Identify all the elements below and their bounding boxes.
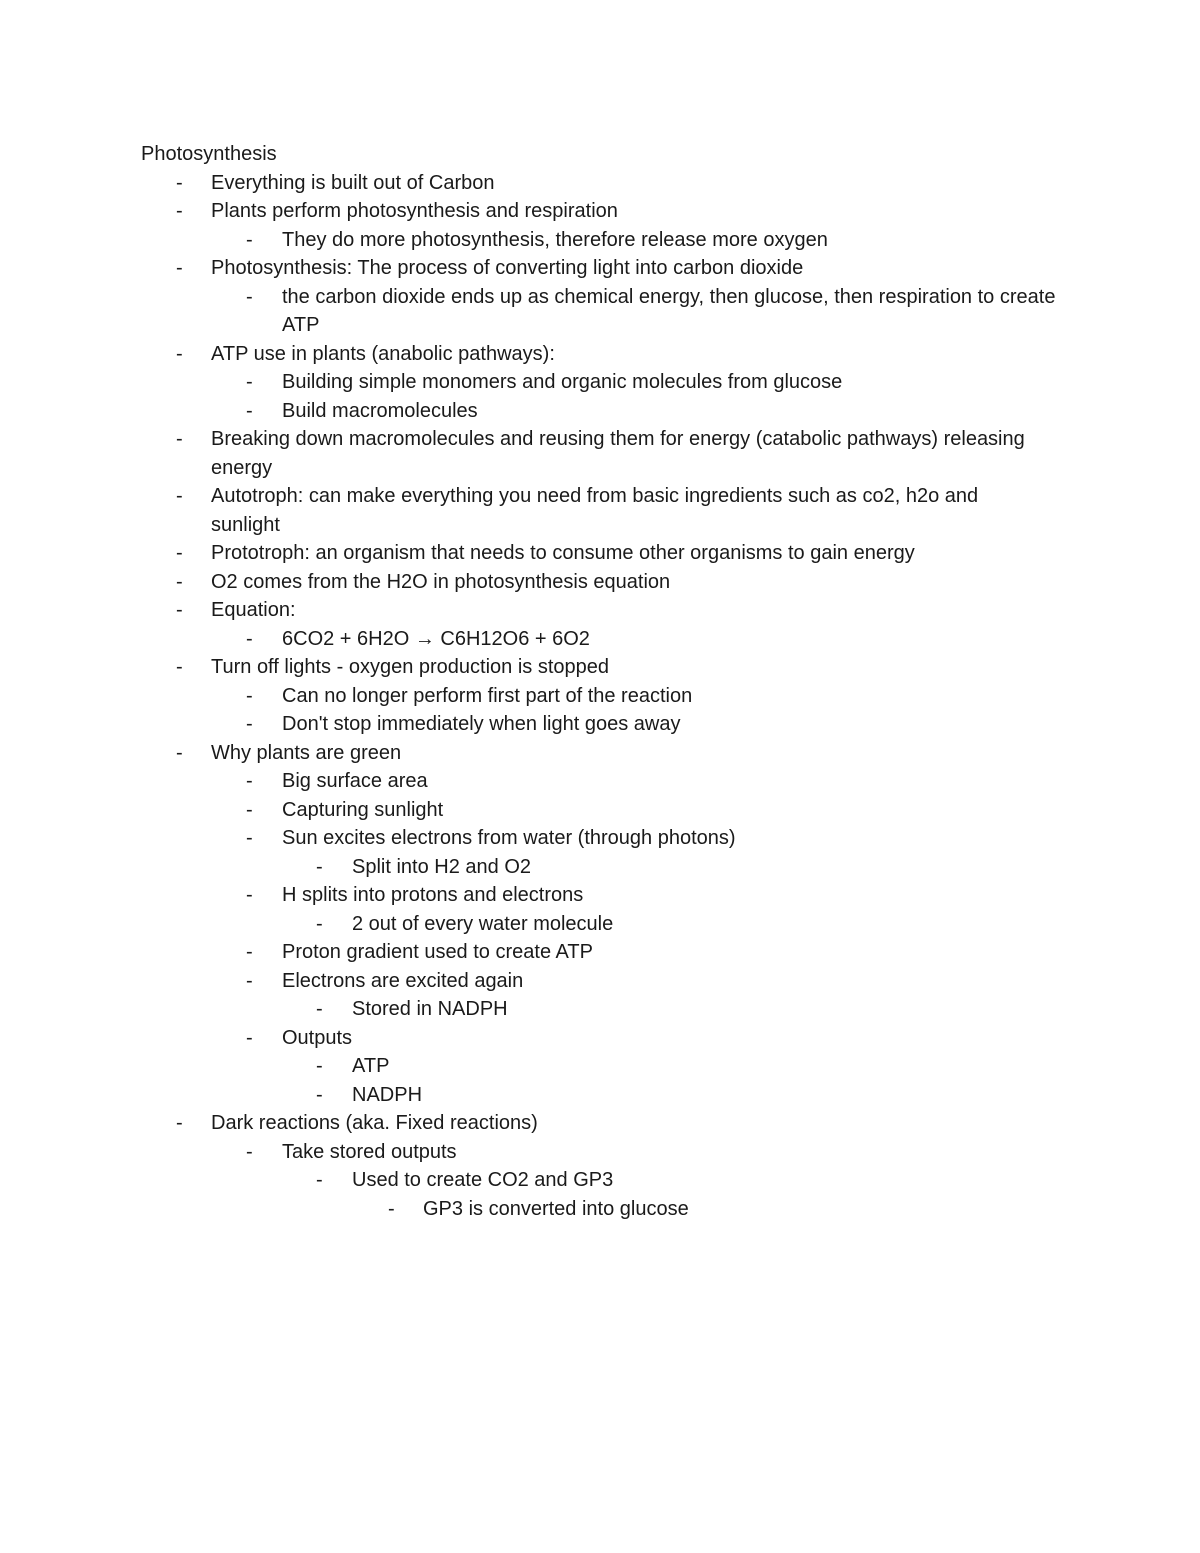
bullet-dash: - xyxy=(246,713,253,735)
list-item xyxy=(0,1081,1072,1110)
list-item-text: Everything is built out of Carbon xyxy=(211,171,495,194)
list-item-text: They do more photosynthesis, therefore release more oxygen xyxy=(282,228,828,251)
list-item xyxy=(0,539,1051,568)
bullet-dash: - xyxy=(246,827,253,849)
list-item xyxy=(0,226,1072,255)
list-item xyxy=(0,796,1072,825)
bullet-dash: - xyxy=(316,912,323,935)
list-item-text: Take stored outputs xyxy=(282,1140,457,1163)
list-item xyxy=(0,482,1051,539)
bullet-dash: - xyxy=(176,171,183,194)
list-item-text: 6CO2 + 6H2O → C6H12O6 + 6O2 xyxy=(282,627,590,650)
list-item xyxy=(0,625,1072,654)
list-item-text: Proton gradient used to create ATP xyxy=(282,941,593,963)
list-item-text: Outputs xyxy=(282,1026,353,1049)
list-item xyxy=(0,1109,1051,1138)
bullet-dash: - xyxy=(176,656,183,678)
list-item xyxy=(0,1024,1072,1053)
list-item xyxy=(0,1138,1072,1167)
bullet-dash: - xyxy=(246,371,253,393)
list-item-text: Equation: xyxy=(211,599,296,621)
bullet-dash: - xyxy=(176,342,183,365)
list-item xyxy=(0,368,1072,397)
list-item-text: Dark reactions (aka. Fixed reactions) xyxy=(211,1112,538,1134)
bullet-dash: - xyxy=(176,1112,183,1134)
list-item-text: Breaking down macromolecules and reusing them for energy (catabolic pathways) releasing energy xyxy=(211,428,1025,479)
list-item xyxy=(0,254,1051,283)
list-item-text: Split into H2 and O2 xyxy=(352,855,531,878)
list-item xyxy=(0,340,1051,369)
list-item xyxy=(0,397,1072,426)
bullet-dash: - xyxy=(316,1055,323,1077)
bullet-dash: - xyxy=(176,741,183,764)
bullet-dash: - xyxy=(246,285,253,308)
list-item-text: Used to create CO2 and GP3 xyxy=(352,1169,614,1191)
list-item xyxy=(0,1195,1073,1224)
bullet-dash: - xyxy=(246,941,253,963)
list-item-text: Turn off lights - oxygen production is stopped xyxy=(211,656,610,678)
bullet-dash: - xyxy=(246,399,253,422)
list-item xyxy=(0,653,1051,682)
list-item xyxy=(0,853,1072,882)
bullet-dash: - xyxy=(388,1197,395,1220)
list-item-text: Prototroph: an organism that needs to consume other organisms to gain energy xyxy=(211,542,915,564)
list-item xyxy=(0,1166,1072,1195)
list-item xyxy=(0,1052,1072,1081)
list-item xyxy=(0,682,1072,711)
list-item xyxy=(0,596,1051,625)
list-item xyxy=(0,938,1072,967)
list-item xyxy=(0,824,1072,853)
list-item-text: ATP xyxy=(352,1055,390,1077)
list-item xyxy=(0,967,1072,996)
bullet-dash: - xyxy=(176,570,183,593)
document-title: Photosynthesis xyxy=(141,143,277,165)
list-item-text: Big surface area xyxy=(282,770,428,792)
document-page xyxy=(0,140,1200,1223)
list-item-text: H splits into protons and electrons xyxy=(282,884,584,906)
list-item-text: ATP use in plants (anabolic pathways): xyxy=(211,342,555,365)
list-item-text: Autotroph: can make everything you need from basic ingredients such as co2, h2o and sunlight xyxy=(211,485,979,536)
bullet-dash: - xyxy=(246,770,253,792)
list-item xyxy=(0,767,1072,796)
bullet-dash: - xyxy=(176,599,183,621)
list-item-text: Plants perform photosynthesis and respiration xyxy=(211,200,618,222)
list-item-text: the carbon dioxide ends up as chemical energy, then glucose, then respiration to create ATP xyxy=(282,285,1056,336)
list-item xyxy=(0,739,1051,768)
bullet-dash: - xyxy=(246,228,253,251)
list-item xyxy=(0,169,1051,198)
bullet-dash: - xyxy=(176,485,183,507)
bullet-dash: - xyxy=(246,884,253,906)
bullet-dash: - xyxy=(316,855,323,878)
list-item-text: Building simple monomers and organic molecules from glucose xyxy=(282,371,843,393)
bullet-dash: - xyxy=(176,542,183,564)
bullet-dash: - xyxy=(246,798,253,821)
bullet-dash: - xyxy=(246,684,253,707)
list-item-text: Photosynthesis: The process of converting light into carbon dioxide xyxy=(211,257,804,279)
bullet-list xyxy=(0,169,1200,1224)
list-item-text: Electrons are excited again xyxy=(282,969,524,992)
bullet-dash: - xyxy=(176,257,183,279)
list-item-text: Why plants are green xyxy=(211,741,402,764)
list-item-text: Sun excites electrons from water (through photons) xyxy=(282,827,736,849)
list-item-text: O2 comes from the H2O in photosynthesis equation xyxy=(211,570,671,593)
bullet-dash: - xyxy=(176,428,183,450)
list-item xyxy=(0,283,1072,340)
bullet-dash: - xyxy=(316,1169,323,1191)
list-item xyxy=(0,197,1051,226)
bullet-dash: - xyxy=(246,1026,253,1049)
bullet-dash: - xyxy=(246,969,253,992)
bullet-dash: - xyxy=(176,200,183,222)
list-item xyxy=(0,995,1072,1024)
list-item-text: Can no longer perform first part of the reaction xyxy=(282,684,693,707)
list-item xyxy=(0,568,1051,597)
list-item-text: NADPH xyxy=(352,1083,423,1106)
list-item xyxy=(0,710,1072,739)
list-item xyxy=(0,881,1072,910)
bullet-dash: - xyxy=(316,998,323,1020)
bullet-dash: - xyxy=(316,1083,323,1106)
list-item-text: Stored in NADPH xyxy=(352,998,508,1020)
bullet-dash: - xyxy=(246,1140,253,1163)
list-item-text: Don't stop immediately when light goes away xyxy=(282,713,681,735)
bullet-dash: - xyxy=(246,627,253,650)
list-item xyxy=(0,425,1051,482)
list-item-text: Capturing sunlight xyxy=(282,798,444,821)
list-item-text: GP3 is converted into glucose xyxy=(423,1197,689,1220)
list-item xyxy=(0,910,1072,939)
list-item-text: 2 out of every water molecule xyxy=(352,912,614,935)
list-item-text: Build macromolecules xyxy=(282,399,478,422)
